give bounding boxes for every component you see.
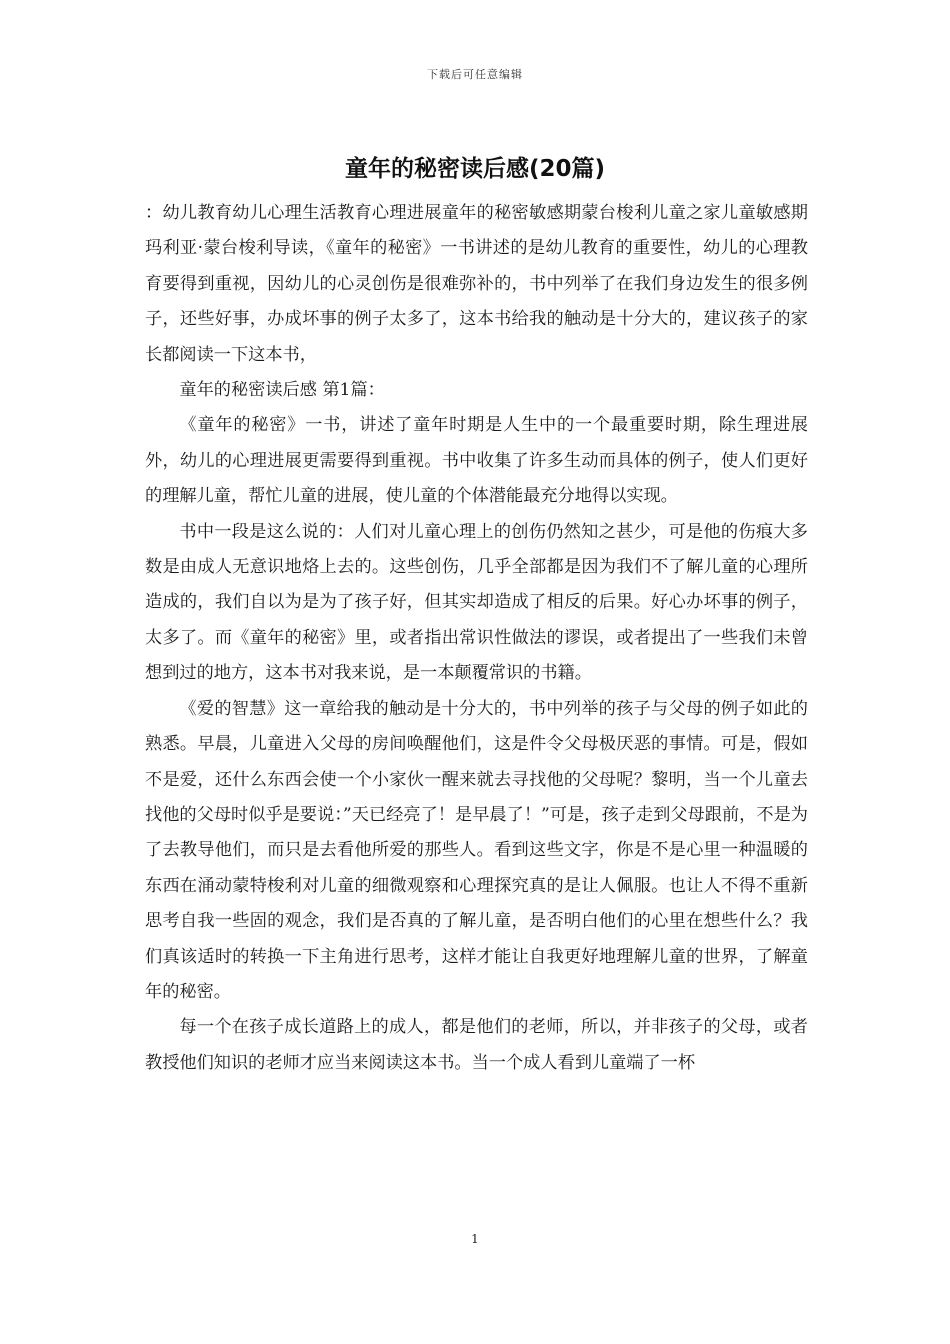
document-body <box>145 196 808 1081</box>
section-heading: 童年的秘密读后感 第1篇： <box>179 380 385 401</box>
body-paragraph: 《童年的秘密》一书，讲述了童年时期是人生中的一个最重要时期，除生理进展外，幼儿的心理进展更需要得到重视。书中收集了许多生动而具体的例子，使人们更好的理解儿童，帮忙儿童的进展，使儿童的个体潜能最充分地得以实现。 <box>145 415 808 507</box>
body-paragraph: 《爱的智慧》这一章给我的触动是十分大的，书中列举的孩子与父母的例子如此的熟悉。早晨，儿童进入父母的房间唤醒他们，这是件令父母极厌恶的事情。可是，假如不是爱，还什么东西会使一个小家伙一醒来就去寻找他的父母呢？黎明，当一个儿童去找他的父母时似乎是要说：”天已经亮了！是早晨了！”可是，孩子走到父母跟前，不是为了去教导他们，而只是去看他所爱的那些人。看到这些文字，你是不是心里一种温暖的东西在涌动蒙特梭利对儿童的细微观察和心理探究真的是让人佩服。也让人不得不重新思考自我一些固的观念，我们是否真的了解儿童，是否明白他们的心里在想些什么？我们真该适时的转换一下主角进行思考，这样才能让自我更好地理解儿童的世界，了解童年的秘密。 <box>145 698 808 1002</box>
body-paragraph: 每一个在孩子成长道路上的成人，都是他们的老师，所以，并非孩子的父母，或者教授他们知识的老师才应当来阅读这本书。当一个成人看到儿童端了一杯 <box>145 1017 808 1073</box>
body-paragraph: 书中一段是这么说的：人们对儿童心理上的创伤仍然知之甚少，可是他的伤痕大多数是由成人无意识地烙上去的。这些创伤，几乎全部都是因为我们不了解儿童的心理所造成的，我们自以为是为了孩子好，但其实却造成了相反的后果。好心办坏事的例子，太多了。而《童年的秘密》里，或者指出常识性做法的谬误，或者提出了一些我们未曾想到过的地方，这本书对我来说，是一本颠覆常识的书籍。 <box>145 521 808 684</box>
document-title: 童年的秘密读后感(20篇) <box>344 156 606 182</box>
header-note: 下载后可任意编辑 <box>427 68 523 81</box>
intro-paragraph: ：幼儿教育幼儿心理生活教育心理进展童年的秘密敏感期蒙台梭利儿童之家儿童敏感期玛利亚·蒙台梭利导读，《童年的秘密》一书讲述的是幼儿教育的重要性，幼儿的心理教育要得到重视，因幼儿的心灵创伤是很难弥补的，书中列举了在我们身边发生的很多例子，还些好事，办成坏事的例子太多了，这本书给我的触动是十分大的，建议孩子的家长都阅读一下这本书， <box>145 203 808 365</box>
page-number: 1 <box>471 1232 479 1246</box>
